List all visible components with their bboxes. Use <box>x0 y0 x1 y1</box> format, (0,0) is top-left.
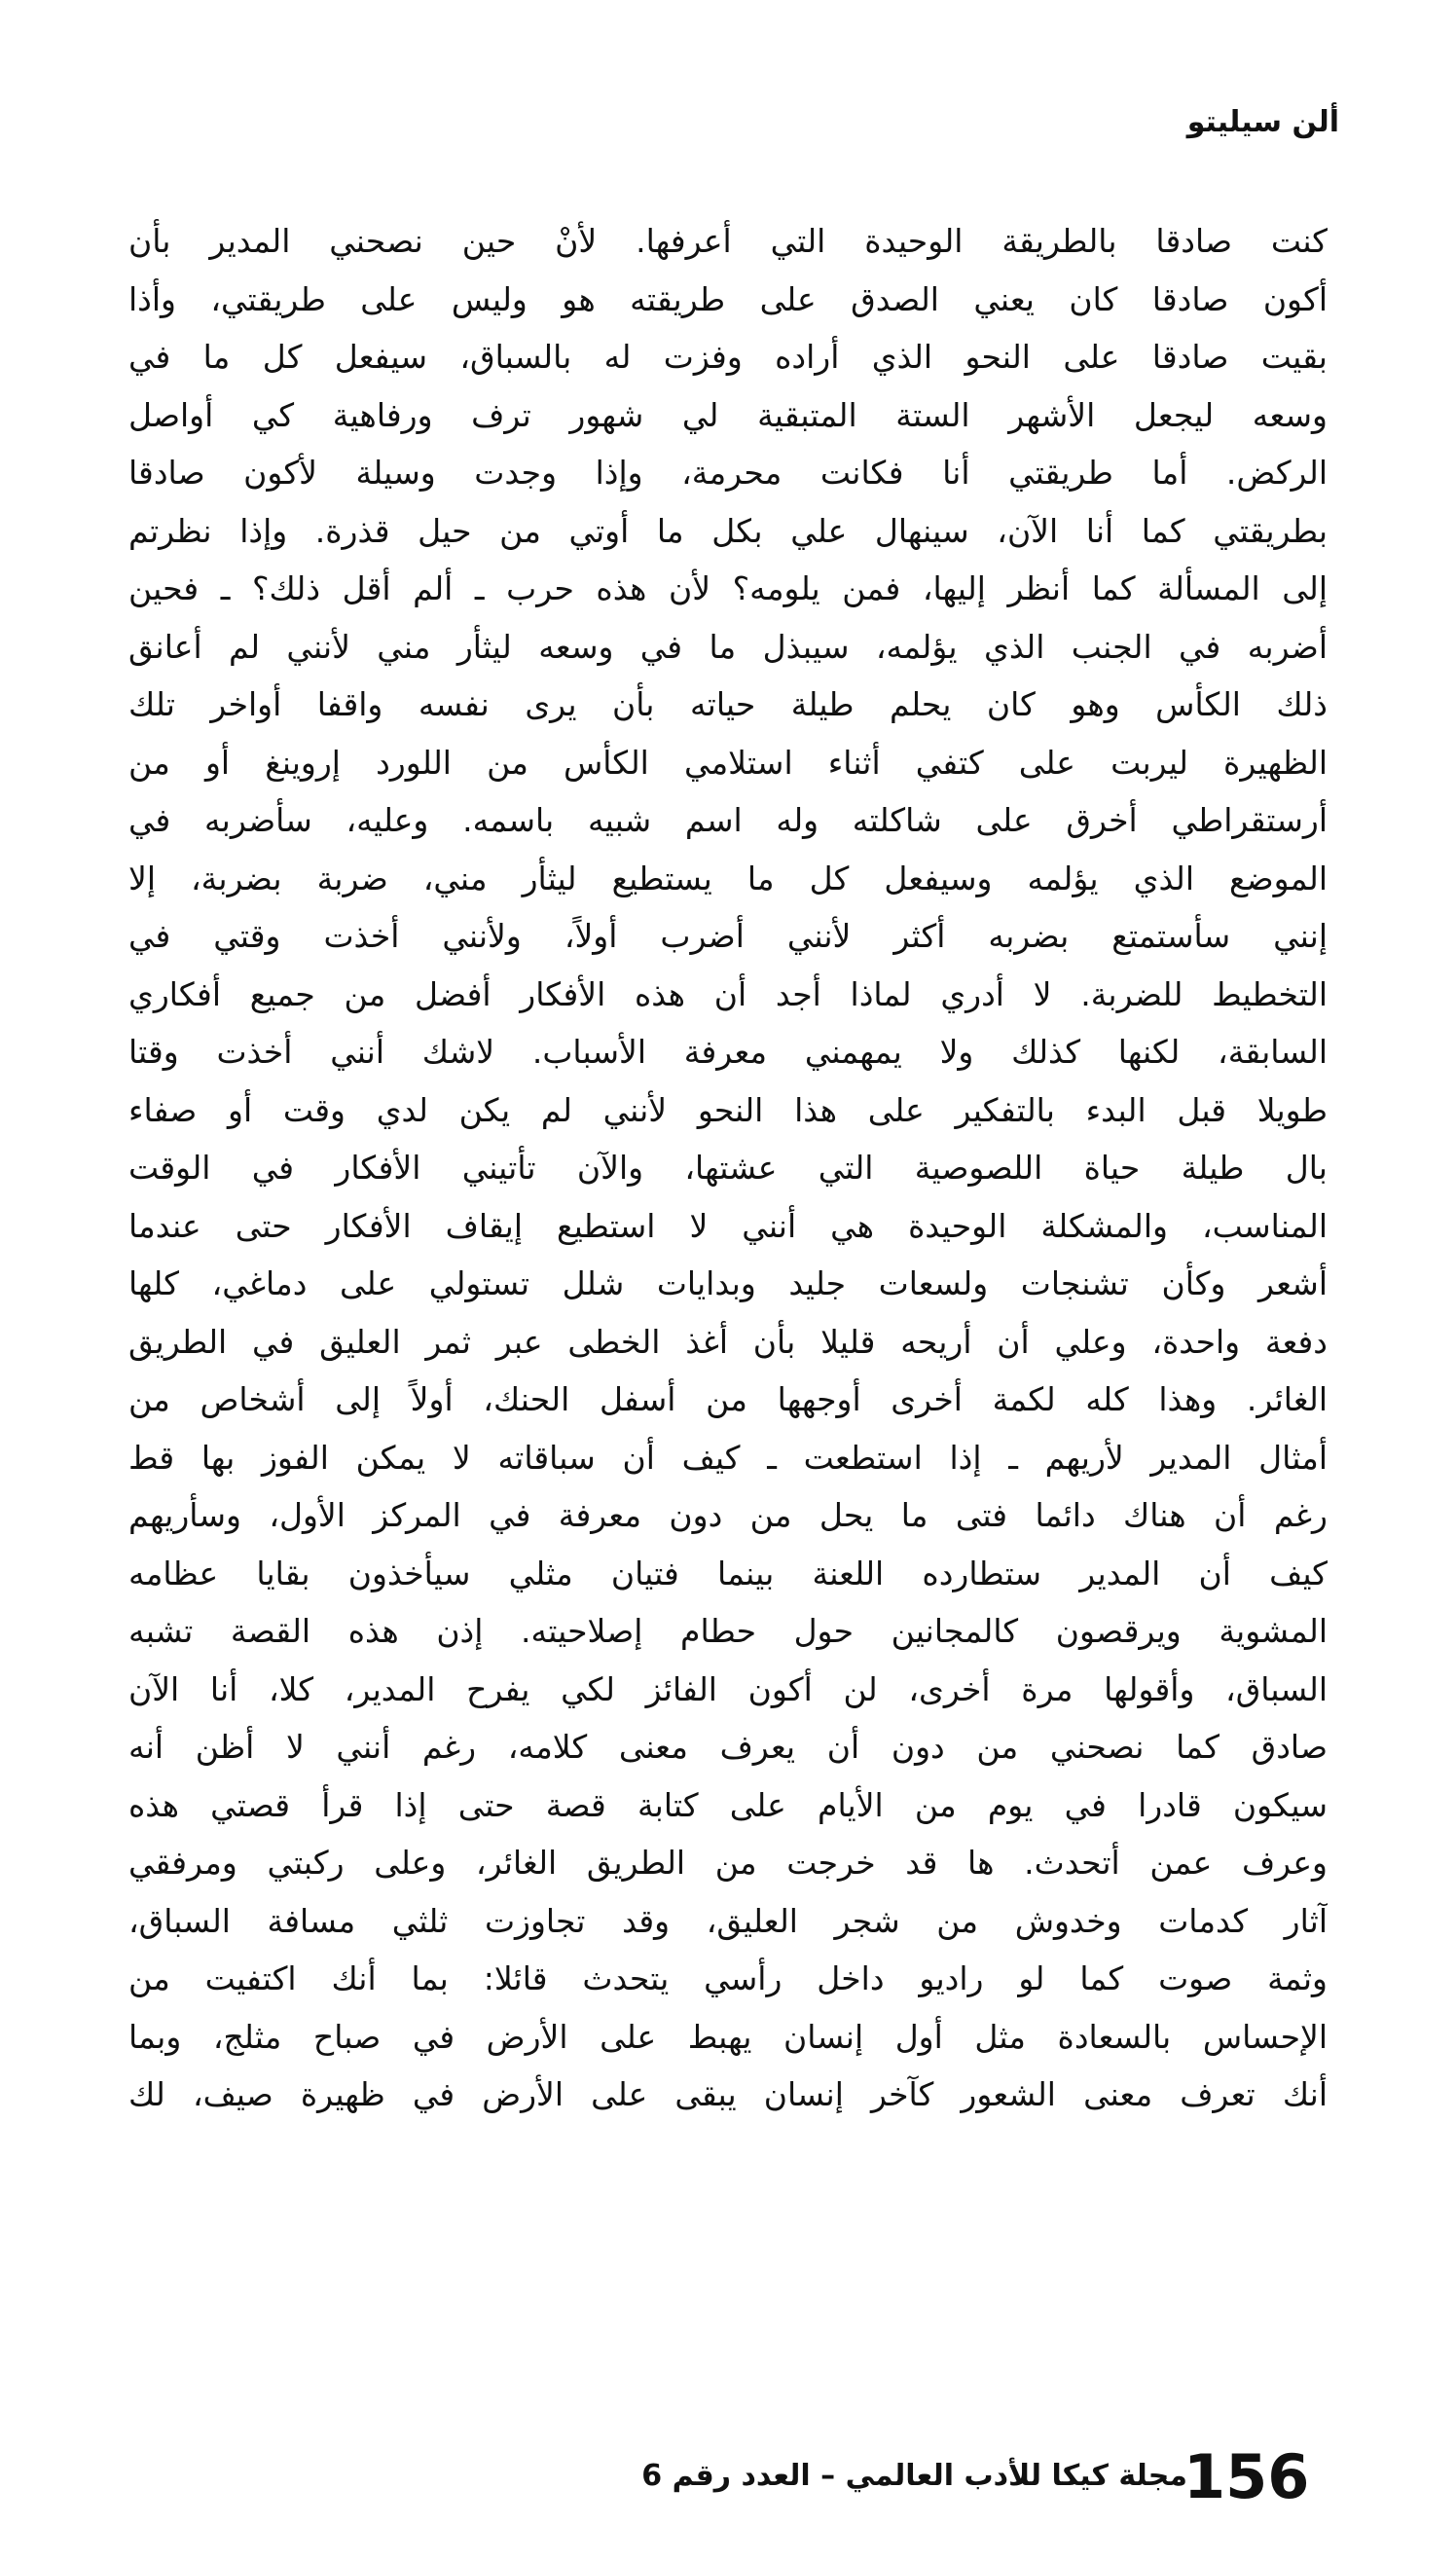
body-text <box>128 212 1328 2383</box>
text-line: أشعر وكأن تشنجات ولسعات جليد وبدايات شلل تستولي على دماغي، كلها <box>128 1264 1328 1302</box>
text-line: كنت صادقا بالطريقة الوحيدة التي أعرفها. لأنْ حين نصحني المدير بأن <box>128 222 1328 260</box>
text-line: طويلا قبل البدء بالتفكير على هذا النحو لأنني لم يكن لدي وقت أو صفاء <box>128 1090 1328 1129</box>
text-line: رغم أن هناك دائما فتى ما يحل من دون معرفة في المركز الأول، وسأريهم <box>128 1496 1328 1534</box>
text-line: إلى المسألة كما أنظر إليها، فمن يلومه؟ لأن هذه حرب ـ ألم أقل ذلك؟ ـ فحين <box>128 569 1328 607</box>
page-number: 156 <box>1183 2441 1310 2512</box>
text-line: وثمة صوت كما لو راديو داخل رأسي يتحدث قائلا: بما أنك اكتفيت من <box>128 1959 1328 1997</box>
text-line: الموضع الذي يؤلمه وسيفعل كل ما يستطيع ليثأر مني، ضربة بضربة، إلا <box>128 859 1328 897</box>
text-line: دفعة واحدة، وعلي أن أريحه قليلا بأن أغذ الخطى عبر ثمر العليق في الطريق <box>128 1322 1328 1361</box>
page-footer <box>0 2438 1456 2516</box>
text-line: بال طيلة حياة اللصوصية التي عشتها، والآن تأتيني الأفكار في الوقت <box>128 1149 1328 1187</box>
text-line: المناسب، والمشكلة الوحيدة هي أنني لا استطيع إيقاف الأفكار حتى عندما <box>128 1206 1328 1245</box>
text-line: إنني سأستمتع بضربه أكثر لأنني أضرب أولاً، ولأنني أخذت وقتي في <box>128 917 1328 955</box>
text-line: الركض. أما طريقتي أنا فكانت محرمة، وإذا وجدت وسيلة لأكون صادقا <box>128 454 1328 492</box>
text-line: أكون صادقا كان يعني الصدق على طريقته هو وليس على طريقتي، وأذا <box>128 279 1328 318</box>
running-header-author: ألن سيليتو <box>1186 105 1339 139</box>
text-line: كيف أن المدير ستطارده اللعنة بينما فتيان مثلي سيأخذون بقايا عظامه <box>128 1554 1328 1592</box>
text-line: الإحساس بالسعادة مثل أول إنسان يهبط على الأرض في صباح مثلج، وبما <box>128 2017 1328 2056</box>
text-line: وسعه ليجعل الأشهر الستة المتبقية لي شهور ترف ورفاهية كي أواصل <box>128 395 1328 434</box>
text-line: أمثال المدير لأريهم ـ إذا استطعت ـ كيف أن سباقاته لا يمكن الفوز بها قط <box>128 1438 1328 1477</box>
text-line: صادق كما نصحني من دون أن يعرف معنى كلامه، رغم أنني لا أظن أنه <box>128 1728 1328 1766</box>
text-line: الغائر. وهذا كله لكمة أخرى أوجهها من أسفل الحنك، أولاً إلى أشخاص من <box>128 1380 1328 1418</box>
text-line: ذلك الكأس وهو كان يحلم طيلة حياته بأن يرى نفسه واقفا أواخر تلك <box>128 685 1328 723</box>
text-line: وعرف عمن أتحدث. ها قد خرجت من الطريق الغائر، وعلى ركبتي ومرفقي <box>128 1844 1328 1882</box>
text-line: سيكون قادرا في يوم من الأيام على كتابة قصة حتى إذا قرأ قصتي هذه <box>128 1785 1328 1824</box>
text-line: السابقة، لكنها كذلك ولا يمهمني معرفة الأسباب. لاشك أنني أخذت وقتا <box>128 1033 1328 1071</box>
text-line: أرستقراطي أخرق على شاكلته وله اسم شبيه باسمه. وعليه، سأضربه في <box>128 801 1328 839</box>
text-line: بطريقتي كما أنا الآن، سينهال علي بكل ما أوتي من حيل قذرة. وإذا نظرتم <box>128 511 1328 550</box>
text-line: بقيت صادقا على النحو الذي أراده وفزت له بالسباق، سيفعل كل ما في <box>128 338 1328 376</box>
text-line: الظهيرة ليربت على كتفي أثناء استلامي الكأس من اللورد إروينغ أو من <box>128 743 1328 782</box>
text-line: أضربه في الجنب الذي يؤلمه، سيبذل ما في وسعه ليثأر مني لأنني لم أعانق <box>128 627 1328 666</box>
text-line: المشوية ويرقصون كالمجانين حول حطام إصلاحيته. إذن هذه القصة تشبه <box>128 1612 1328 1650</box>
text-line: السباق، وأقولها مرة أخرى، لن أكون الفائز لكي يفرح المدير، كلا، أنا الآن <box>128 1669 1328 1708</box>
text-line: أنك تعرف معنى الشعور كآخر إنسان يبقى على الأرض في ظهيرة صيف، لك <box>128 2075 1328 2113</box>
journal-title: مجلة كيكا للأدب العالمي – العدد رقم 6 <box>641 2459 1187 2493</box>
text-line: آثار كدمات وخدوش من شجر العليق، وقد تجاوزت ثلثي مسافة السباق، <box>128 1901 1328 1940</box>
text-line: التخطيط للضربة. لا أدري لماذا أجد أن هذه الأفكار أفضل من جميع أفكاري <box>128 974 1328 1013</box>
